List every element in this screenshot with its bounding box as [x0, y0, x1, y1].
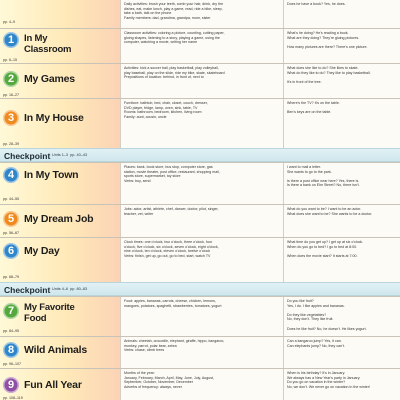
vocab-line: DVD player, fridge, lamp, oven, sink, table, TV [124, 105, 198, 110]
grammar-line: Does he have a book? Yes, he does. [287, 2, 346, 6]
top-unit-title-cell [0, 0, 120, 28]
unit-grammar [283, 337, 400, 368]
top-unit-pages: pp. 4–9 [3, 20, 15, 24]
checkpoint-band-1 [0, 148, 400, 162]
top-unit-grammar [283, 0, 400, 28]
vocab-line: sports store, supermarket, toy store [124, 174, 181, 179]
vocab-line: Places: bank, book store, bus stop, computer store, gas [124, 165, 213, 169]
unit-title-line: Wild Animals [24, 344, 88, 356]
unit-title-cell [0, 238, 120, 282]
grammar-line: No, they don't. They like fruit. [287, 317, 334, 322]
unit-title [24, 169, 78, 181]
unit-row-3 [0, 98, 400, 148]
circle-9-icon: 9 [3, 377, 19, 393]
circle-1-icon: 1 [3, 32, 19, 48]
grammar-line: It's in front of the tree. [287, 79, 322, 84]
grammar-line: What do you want to be? I want to be an actor. [287, 207, 362, 211]
top-unit-vocabulary [120, 0, 283, 28]
unit-row-5 [0, 204, 400, 237]
grammar-line: No, we don't. We never go on vacation in the winter! [287, 384, 370, 389]
unit-row-1 [0, 28, 400, 63]
unit-title [24, 213, 93, 225]
unit-title-cell [0, 369, 120, 400]
unit-title-line: Food [24, 313, 47, 324]
unit-title-cell [0, 99, 120, 148]
unit-title [24, 344, 87, 356]
unit-pages: pp. 96–107 [3, 362, 21, 366]
unit-vocabulary [120, 337, 283, 368]
grammar-line: Do you like fruit? [287, 299, 314, 303]
unit-pages: pp. 6–15 [3, 58, 17, 62]
vocab-line: Prepositions of location: behind, in front of, next to [124, 75, 204, 80]
vocab-line: teacher, vet, writer [124, 211, 154, 216]
grammar-line: What do they like to do? They like to play basketball. [287, 70, 371, 75]
vocab-line: nine o'clock, ten o'clock, eleven o'clock, twelve o'clock [124, 249, 211, 254]
grammar-line: What's he doing? He's reading a book. [287, 31, 349, 35]
vocab-line: Clock times: one o'clock, two o'clock, three o'clock, four [124, 240, 213, 244]
circle-6-icon: 6 [3, 243, 19, 259]
unit-pages: pp. 108–119 [3, 396, 23, 400]
unit-title [24, 112, 84, 124]
unit-pages: pp. 84–95 [3, 329, 19, 333]
vocab-line: play baseball, play on the slide, ride my bike, skate, skateboard [124, 70, 225, 75]
unit-grammar [283, 99, 400, 148]
unit-vocabulary [120, 29, 283, 63]
vocab-line: gluing shapes, listening to a story, playing a game, using the [124, 35, 220, 40]
grammar-line: Can elephants jump? No, they can't. [287, 343, 345, 348]
unit-title-cell [0, 337, 120, 368]
unit-title-cell [0, 205, 120, 237]
vocab-line: Family: aunt, cousin, uncle [124, 114, 167, 119]
unit-row-6 [0, 237, 400, 282]
unit-title-line: In My Town [24, 169, 79, 181]
unit-title-line: In My House [24, 112, 84, 124]
checkpoint-unit-range: Units 1–3 [52, 153, 69, 157]
grammar-line: I want to mail a letter. [287, 165, 321, 169]
vocab-line: January, February, March, April, May, June, July, August, [124, 375, 215, 380]
unit-pages: pp. 44–55 [3, 197, 19, 201]
unit-grammar [283, 64, 400, 98]
top-unit-row [0, 0, 400, 28]
unit-title-cell [0, 29, 120, 63]
unit-vocabulary [120, 99, 283, 148]
vocab-line: monkey, parrot, polar bear, zebra [124, 343, 177, 348]
vocab-line: Rooms: bathroom, bedroom, kitchen, living room [124, 110, 202, 115]
vocab-line: o'clock, five o'clock, six o'clock, seven o'clock, eight o'clock, [124, 244, 219, 249]
grammar-line: Does he like fruit? No, he doesn't. He likes yogurt. [287, 326, 367, 331]
unit-title-cell [0, 64, 120, 98]
circle-8-icon: 8 [3, 342, 19, 358]
grammar-line: Is there a post office near here? Yes, there is. [287, 178, 360, 183]
unit-title [24, 245, 60, 257]
vocab-line: station, movie theater, post office, restaurant, shopping mall, [124, 169, 220, 174]
unit-title-line: My Favorite [24, 302, 75, 313]
checkpoint-unit-range: Units 4–6 [52, 287, 69, 291]
unit-title [24, 379, 82, 391]
unit-vocabulary [120, 205, 283, 237]
circle-3-icon: 3 [3, 110, 19, 126]
unit-title-line: My Day [24, 245, 60, 257]
grammar-line: What are they doing? They're gluing pictures. [287, 35, 360, 40]
circle-2-icon: 2 [3, 71, 19, 87]
grammar-line: When do you go to bed? I go to bed at 8:00. [287, 244, 358, 249]
grammar-line: Do they like vegetables? [287, 312, 327, 317]
grammar-line: When does the movie start? It starts at 7:00. [287, 253, 358, 258]
unit-pages: pp. 68–79 [3, 275, 19, 279]
unit-vocabulary [120, 297, 283, 336]
unit-vocabulary [120, 238, 283, 282]
grammar-line: What time do you get up? I get up at six o'clock. [287, 240, 364, 244]
unit-row-7 [0, 296, 400, 336]
unit-pages: pp. 16–27 [3, 93, 19, 97]
unit-grammar [283, 297, 400, 336]
vocab-line: Months of the year: [124, 371, 155, 375]
grammar-line: Is there a bank on Elm Street? No, there isn't. [287, 183, 360, 188]
grammar-line: How many pictures are there? There's one picture. [287, 44, 368, 49]
checkpoint-pages: pp. 40–43 [70, 153, 88, 157]
unit-title-line: Fun All Year [24, 379, 82, 391]
unit-title-line: My Dream Job [24, 213, 94, 225]
unit-title-line: In My [24, 33, 48, 44]
vocab-line: Verbs: finish, get up, go out, go to bed, start, watch TV [124, 253, 211, 258]
unit-title [24, 73, 75, 85]
unit-row-2 [0, 63, 400, 98]
unit-pages: pp. 56–67 [3, 231, 19, 235]
grammar-line: We always has a New Year's party in January. [287, 375, 361, 380]
vocab-line: Verbs: buy, send [124, 178, 151, 183]
checkpoint-pages: pp. 80–83 [70, 287, 88, 291]
circle-7-icon: 7 [3, 303, 19, 319]
unit-grammar [283, 369, 400, 400]
unit-grammar [283, 238, 400, 282]
unit-vocabulary [120, 369, 283, 400]
circle-5-icon: 5 [3, 211, 19, 227]
unit-row-9 [0, 368, 400, 400]
vocab-line: computer, watching a movie, writing her name [124, 40, 198, 45]
grammar-line: When is his birthday? It's in January. [287, 371, 346, 375]
unit-grammar [283, 163, 400, 204]
vocab-line: Verbs: chase, climb trees [124, 348, 165, 353]
unit-title-cell [0, 163, 120, 204]
vocab-line: Jobs: actor, artist, athlete, chef, dancer, doctor, pilot, singer, [124, 207, 219, 211]
grammar-line: Do you go on vacation in the winter? [287, 380, 346, 385]
checkpoint-band-2 [0, 282, 400, 296]
vocab-line: dishes, eat, make lunch, play a game, read, ride a bike, sleep, [124, 6, 223, 11]
unit-grammar [283, 205, 400, 237]
unit-vocabulary [120, 64, 283, 98]
unit-vocabulary [120, 163, 283, 204]
unit-row-8 [0, 336, 400, 368]
vocab-line: mangoes, potatoes, spaghetti, strawberries, tomatoes, yogurt [124, 303, 222, 308]
grammar-line: She wants to go to the park. [287, 169, 332, 174]
vocab-line: Classroom activities: coloring a picture, counting, cutting paper, [124, 31, 225, 35]
vocab-line: Daily activities: brush your teeth, comb your hair, drink, dry the [124, 2, 224, 6]
grammar-line: Where's the TV? It's on the table. [287, 101, 340, 105]
unit-pages: pp. 28–39 [3, 142, 19, 146]
checkpoint-label: Checkpoint [4, 151, 51, 161]
vocab-line: Activities: kick a soccer ball, play basketball, play volleyball, [124, 66, 219, 70]
unit-title-line: Classroom [24, 44, 72, 55]
vocab-line: Adverbs of frequency: always, never [124, 384, 182, 389]
vocab-line: September, October, November, December [124, 380, 193, 385]
circle-4-icon: 4 [3, 167, 19, 183]
vocab-line: Furniture: bathtub, bed, chair, closet, couch, dresser, [124, 101, 208, 105]
grammar-line: Ben's keys are on the table. [287, 110, 332, 115]
unit-row-4 [0, 162, 400, 204]
unit-title [24, 33, 71, 55]
checkpoint-units [52, 153, 87, 157]
checkpoint-label: Checkpoint [4, 285, 51, 295]
grammar-line: What does she like to do? She likes to skate. [287, 66, 359, 70]
unit-title-line: My Games [24, 73, 75, 85]
unit-grammar [283, 29, 400, 63]
grammar-line: Yes, I do. I like apples and bananas. [287, 303, 345, 308]
vocab-line: Animals: cheetah, crocodile, elephant, giraffe, hippo, kangaroo, [124, 339, 225, 343]
vocab-line: take a bath, talk on the phone [124, 11, 172, 16]
checkpoint-units [52, 287, 87, 291]
vocab-line: Family members: dad, grandma, grandpa, mom, sister [124, 15, 211, 20]
vocab-line: Food: apples, bananas, carrots, cheese, chicken, lemons, [124, 299, 216, 303]
unit-title [24, 302, 75, 324]
grammar-line: What does she want to be? She wants to be a doctor. [287, 211, 373, 216]
grammar-line: Can a kangaroo jump? Yes, it can. [287, 339, 342, 343]
unit-title-cell [0, 297, 120, 336]
